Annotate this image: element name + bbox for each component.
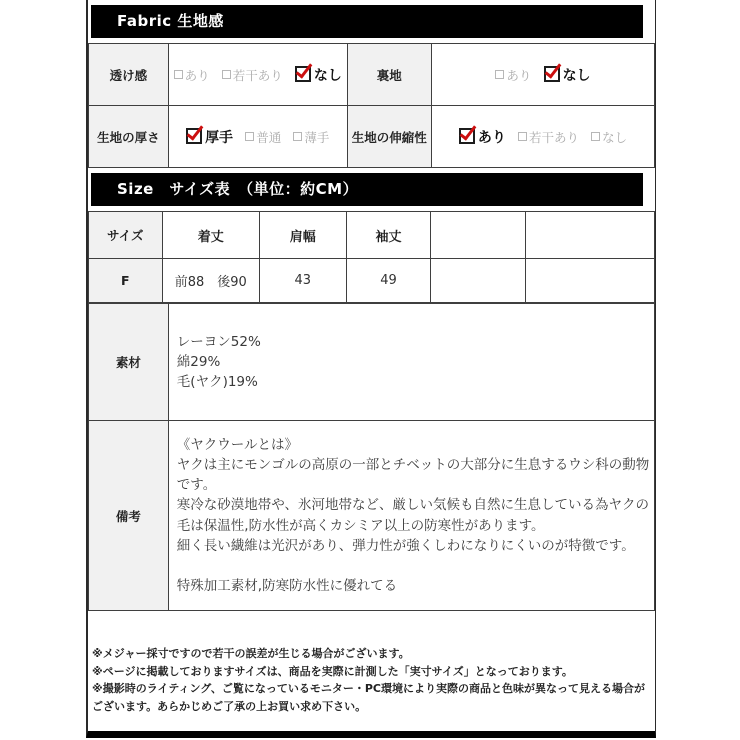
size-col-empty-1	[431, 212, 526, 259]
transparency-options	[168, 44, 347, 106]
checkbox-unchecked-icon	[495, 70, 504, 79]
option-label: なし	[602, 129, 628, 145]
disclaimer-line: ※撮影時のライティング、ご覧になっているモニター・PC環境により実際の商品と色味が異なって見える場合がございます。あらかじめご了承の上お買い求め下さい。	[92, 682, 645, 713]
option-label: 厚手	[205, 129, 234, 146]
checkbox-option-ari	[459, 130, 506, 146]
size-value-size: F	[89, 259, 163, 303]
checkbox-unchecked-icon	[518, 132, 527, 141]
size-col-length: 着丈	[162, 212, 259, 259]
notes-paragraph: ヤクは主にモンゴルの高原の一部とチベットの大部分に生息するウシ科の動物です。	[176, 456, 650, 493]
material-row	[89, 304, 655, 421]
notes-paragraph	[177, 556, 650, 576]
transparency-label: 透け感	[89, 44, 169, 106]
material-label: 素材	[89, 304, 169, 421]
fabric-section-header: Fabric 生地感	[91, 5, 643, 38]
size-value-sleeve: 49	[346, 259, 431, 303]
option-label: あり	[184, 67, 210, 83]
checkbox-checked-icon	[295, 66, 311, 82]
fabric-row-thickness	[89, 106, 655, 168]
notes-content	[168, 421, 654, 611]
checkbox-option-futsuu	[245, 130, 281, 145]
spec-sheet-frame	[86, 0, 656, 738]
disclaimer-notes	[88, 611, 655, 715]
notes-paragraph: 寒冷な砂漠地帯や、氷河地帯など、厳しい気候も自然に生息している為ヤクの毛は保温性,防水性が高くカシミア以上の防寒性があります。	[176, 497, 650, 534]
stretch-options	[431, 106, 654, 168]
size-col-sleeve: 袖丈	[346, 212, 431, 259]
checkbox-option-nashi	[591, 130, 627, 145]
option-label: あり	[506, 67, 532, 83]
lining-options	[431, 44, 654, 106]
disclaimer-line: ※ページに掲載しておりますサイズは、商品を実際に計測した「実寸サイズ」となっております。	[92, 664, 573, 678]
checkbox-unchecked-icon	[222, 70, 231, 79]
checkbox-option-atsude	[186, 130, 233, 146]
checkbox-option-nashi	[544, 68, 591, 84]
stretch-label: 生地の伸縮性	[347, 106, 431, 168]
size-col-empty-2	[525, 212, 654, 259]
option-label: あり	[477, 129, 506, 146]
size-value-length: 前88 後90	[162, 259, 259, 303]
option-label: なし	[313, 67, 342, 84]
size-section-header: Size サイズ表 （単位：約CM）	[91, 173, 643, 206]
fabric-table	[88, 43, 655, 168]
option-label: 薄手	[304, 129, 330, 145]
checkbox-option-usude	[293, 130, 329, 145]
fabric-row-transparency	[89, 44, 655, 106]
option-label: なし	[562, 67, 591, 84]
option-label: 若干あり	[232, 67, 283, 83]
checkbox-checked-icon	[459, 128, 475, 144]
size-table	[88, 211, 655, 303]
material-line: 綿29%	[176, 353, 221, 370]
material-line: 毛(ヤク)19%	[176, 374, 258, 391]
option-label: 若干あり	[528, 129, 579, 145]
checkbox-unchecked-icon	[245, 132, 254, 141]
size-table-row-f	[89, 259, 655, 303]
notes-paragraph: 細く長い繊維は光沢があり、弾力性が強くしわになりにくいのが特徴です。	[176, 537, 635, 554]
checkbox-option-nashi	[295, 68, 342, 84]
checkbox-option-jakkan-ari	[518, 130, 579, 145]
material-content	[168, 304, 654, 421]
notes-label: 備考	[89, 421, 169, 611]
checkbox-option-jakkan-ari	[222, 68, 283, 83]
checkbox-checked-icon	[544, 66, 560, 82]
checkbox-unchecked-icon	[293, 132, 302, 141]
checkbox-option-ari	[174, 68, 210, 83]
size-value-empty-1	[431, 259, 526, 303]
thickness-options	[168, 106, 347, 168]
notes-paragraph: 特殊加工素材,防寒防水性に優れてる	[176, 578, 398, 595]
disclaimer-line: ※メジャー採寸ですので若干の誤差が生じる場合がございます。	[92, 647, 410, 660]
notes-paragraph: 《ヤクウールとは》	[176, 436, 299, 453]
checkbox-unchecked-icon	[174, 70, 183, 79]
material-line: レーヨン52%	[176, 333, 261, 350]
notes-row	[89, 421, 655, 611]
size-col-shoulder: 肩幅	[259, 212, 346, 259]
checkbox-unchecked-icon	[591, 132, 600, 141]
lining-label: 裏地	[347, 44, 431, 106]
size-value-shoulder: 43	[259, 259, 346, 303]
checkbox-option-ari	[495, 68, 531, 83]
material-notes-table	[88, 303, 655, 611]
checkbox-checked-icon	[186, 128, 202, 144]
size-value-empty-2	[525, 259, 654, 303]
size-table-header-row	[89, 212, 655, 259]
option-label: 普通	[256, 129, 282, 145]
thickness-label: 生地の厚さ	[89, 106, 169, 168]
size-col-size: サイズ	[89, 212, 163, 259]
